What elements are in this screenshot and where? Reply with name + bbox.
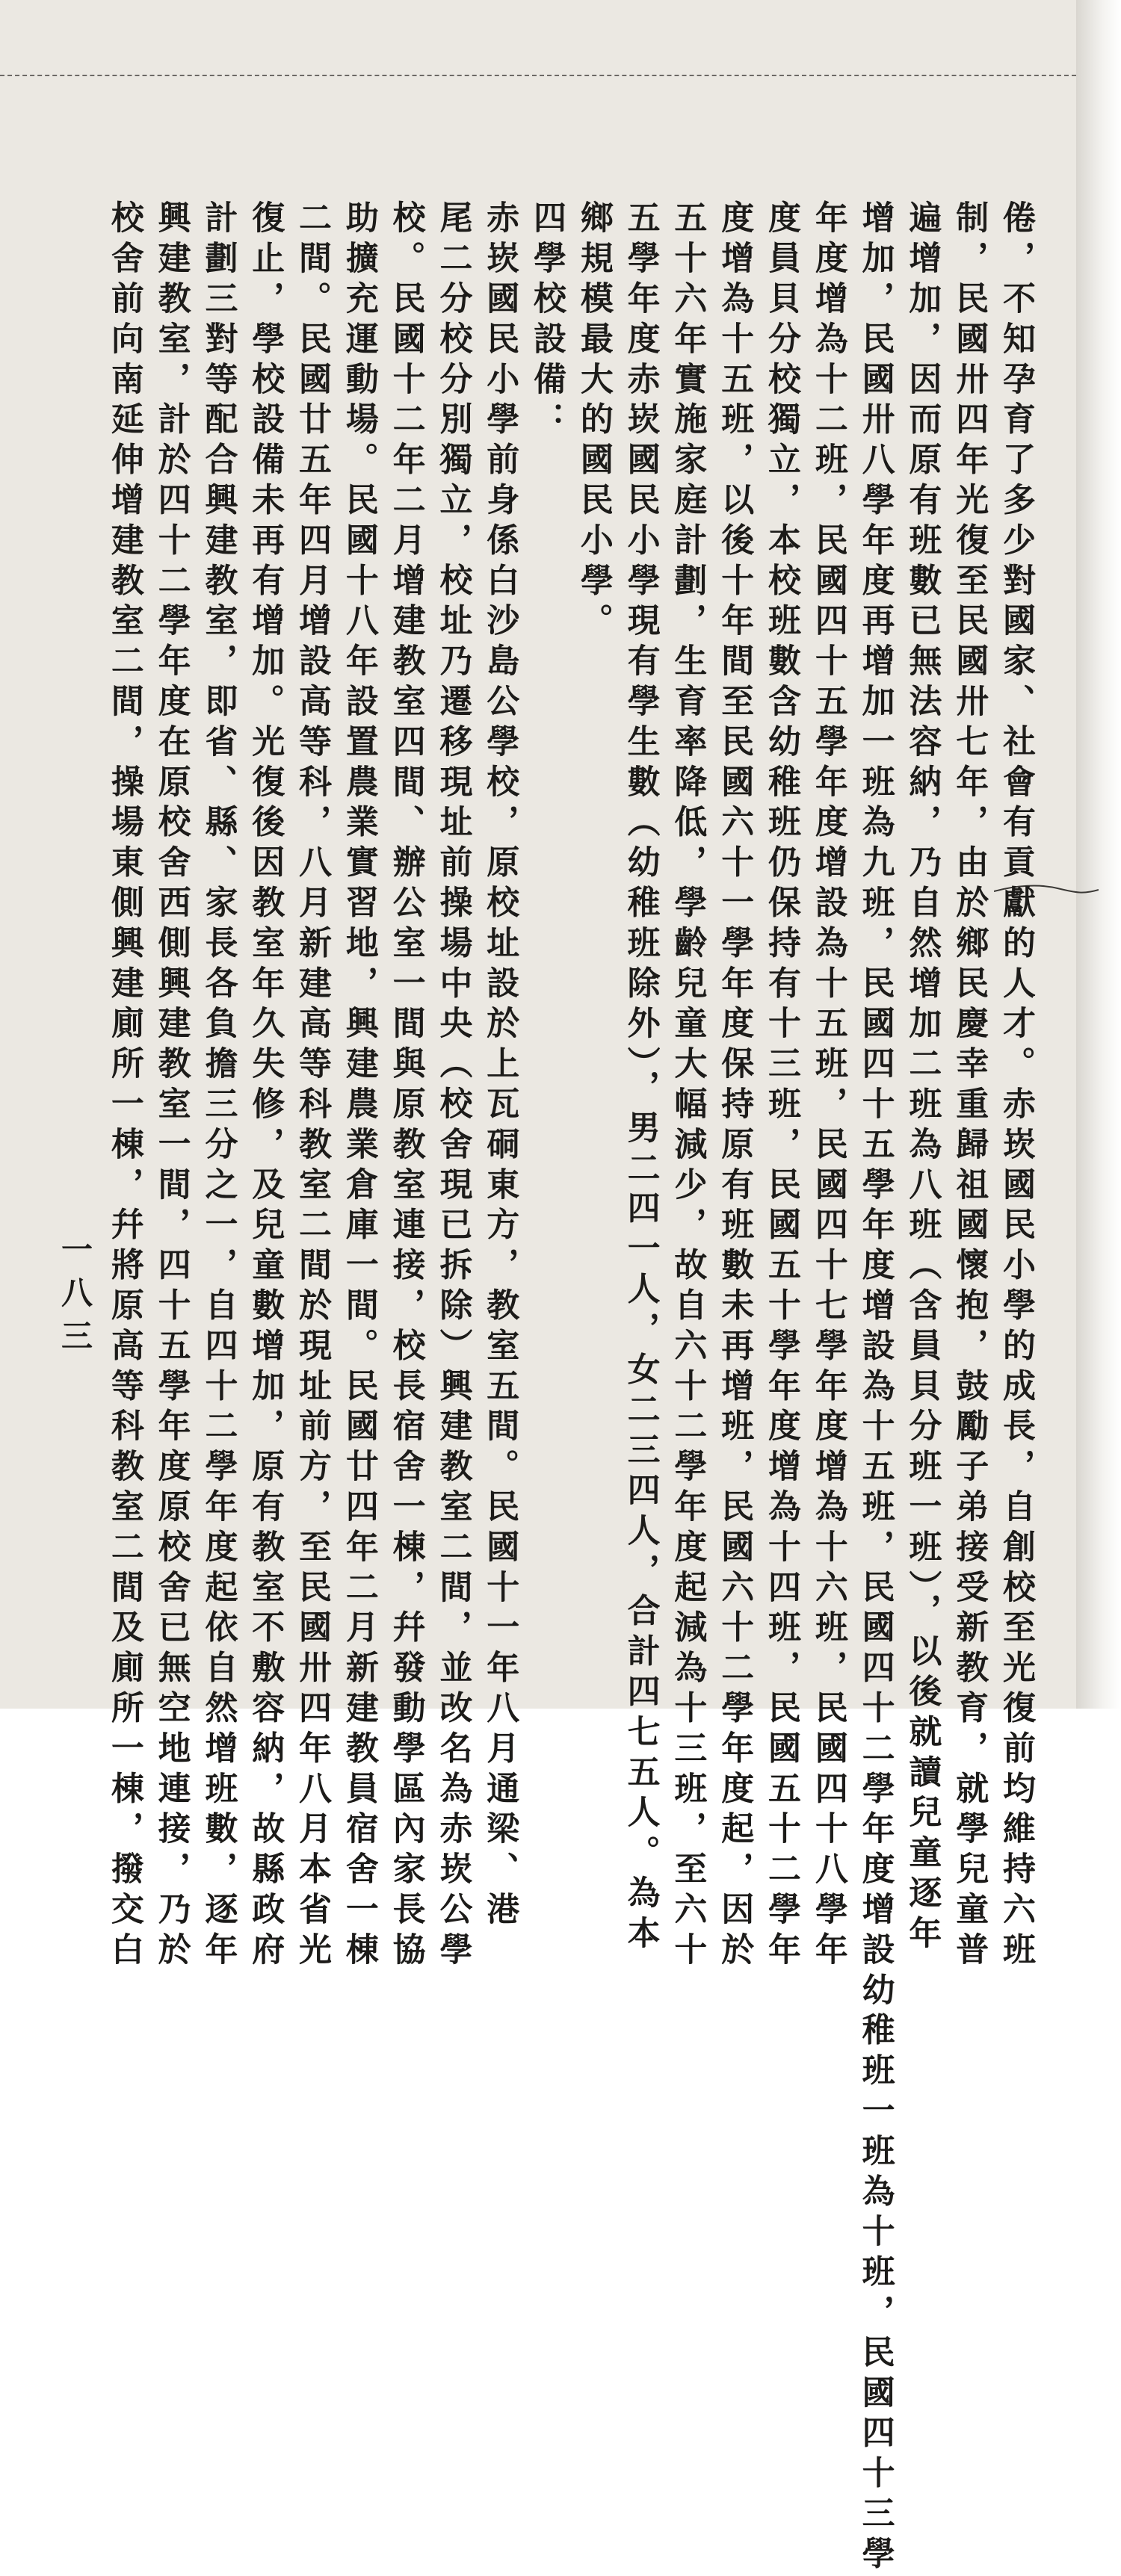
paragraph-2 bbox=[100, 200, 522, 1972]
paragraph-1 bbox=[569, 200, 1039, 2576]
top-dashed-rule bbox=[0, 75, 1076, 76]
text-column: 增加，民國卅八學年度再增加一班為九班，民國四十五學年度增設為十五班，民國四十二學年度增設幼稚班一班為十班，民國四十三學 bbox=[856, 200, 895, 2576]
text-column: 尾二分校分別獨立，校址乃遷移現址前操場中央（校舍現已拆除）興建教室二間，並改名為赤崁公學 bbox=[433, 200, 472, 1972]
text-column: 度增為十五班，以後十年間至民國六十一學年度保持原有班數未再增班，民國六十二學年度起，因於 bbox=[715, 200, 754, 1972]
page-number: 一八三 bbox=[57, 1233, 93, 1363]
text-column: 興建教室，計於四十二學年度在原校舍西側興建教室一間，四十五學年度原校舍已無空地連接，乃於 bbox=[152, 200, 191, 1972]
text-column: 助擴充運動場。民國十八年設置農業實習地，興建農業倉庫一間。民國廿四年二月新建教員宿舍一棟 bbox=[339, 200, 378, 1972]
text-column: 計劃三對等配合興建教室，即省、縣、家長各負擔三分之一，自四十二學年度起依自然增班數，逐年 bbox=[199, 200, 238, 1972]
text-column: 年度增為十二班，民國四十五學年度增設為十五班，民國四十七學年度增為十六班，民國四十八學年 bbox=[809, 200, 847, 1972]
text-column: 倦，不知孕育了多少對國家、社會有貢獻的人才。赤崁國民小學的成長，自創校至光復前均維持六班 bbox=[997, 200, 1035, 1972]
text-column: 度員貝分校獨立，本校班數含幼稚班仍保持有十三班，民國五十學年度增為十四班，民國五十二學年 bbox=[762, 200, 801, 1972]
text-column: 五十六年實施家庭計劃，生育率降低，學齡兒童大幅減少，故自六十二學年度起減為十三班，至六十 bbox=[668, 200, 707, 1972]
section-heading bbox=[522, 200, 569, 1575]
text-column: 五學年度赤崁國民小學現有學生數（幼稚班除外），男二四一人，女二三四人，合計四七五人。為本 bbox=[621, 200, 660, 1956]
text-column: 制，民國卅四年光復至民國卅七年，由於鄉民慶幸重歸祖國懷抱，鼓勵子弟接受新教育，就學兒童普 bbox=[950, 200, 989, 1972]
vertical-text-block bbox=[105, 200, 1039, 2576]
heading-school-facilities: 四學校設備： bbox=[528, 200, 566, 442]
text-column: 校舍前向南延伸增建教室二間，操場東側興建廁所一棟，幷將原高等科教室二間及廁所一棟，撥交白 bbox=[105, 200, 143, 1972]
page-edge-shadow bbox=[1076, 0, 1121, 1709]
text-column: 校。民國十二年二月增建教室四間、辦公室一間與原教室連接，校長宿舍一棟，幷發動學區內家長協 bbox=[386, 200, 425, 1972]
text-column: 復止，學校設備未再有增加。光復後因教室年久失修，及兒童數增加，原有教室不敷容納，故縣政府 bbox=[246, 200, 285, 1972]
text-column: 鄉規模最大的國民小學。 bbox=[574, 200, 613, 643]
text-column: 赤崁國民小學前身係白沙島公學校，原校址設於上瓦硐東方，教室五間。民國十一年八月通梁、港 bbox=[481, 200, 519, 1932]
text-column: 二間。民國廿五年四月增設高等科，八月新建高等科教室二間於現址前方，至民國卅四年八月本省光 bbox=[293, 200, 332, 1972]
text-column: 遍增加，因而原有班數已無法容納，乃自然增加二班為八班（含員貝分班一班），以後就讀兒童逐年 bbox=[903, 200, 942, 1956]
